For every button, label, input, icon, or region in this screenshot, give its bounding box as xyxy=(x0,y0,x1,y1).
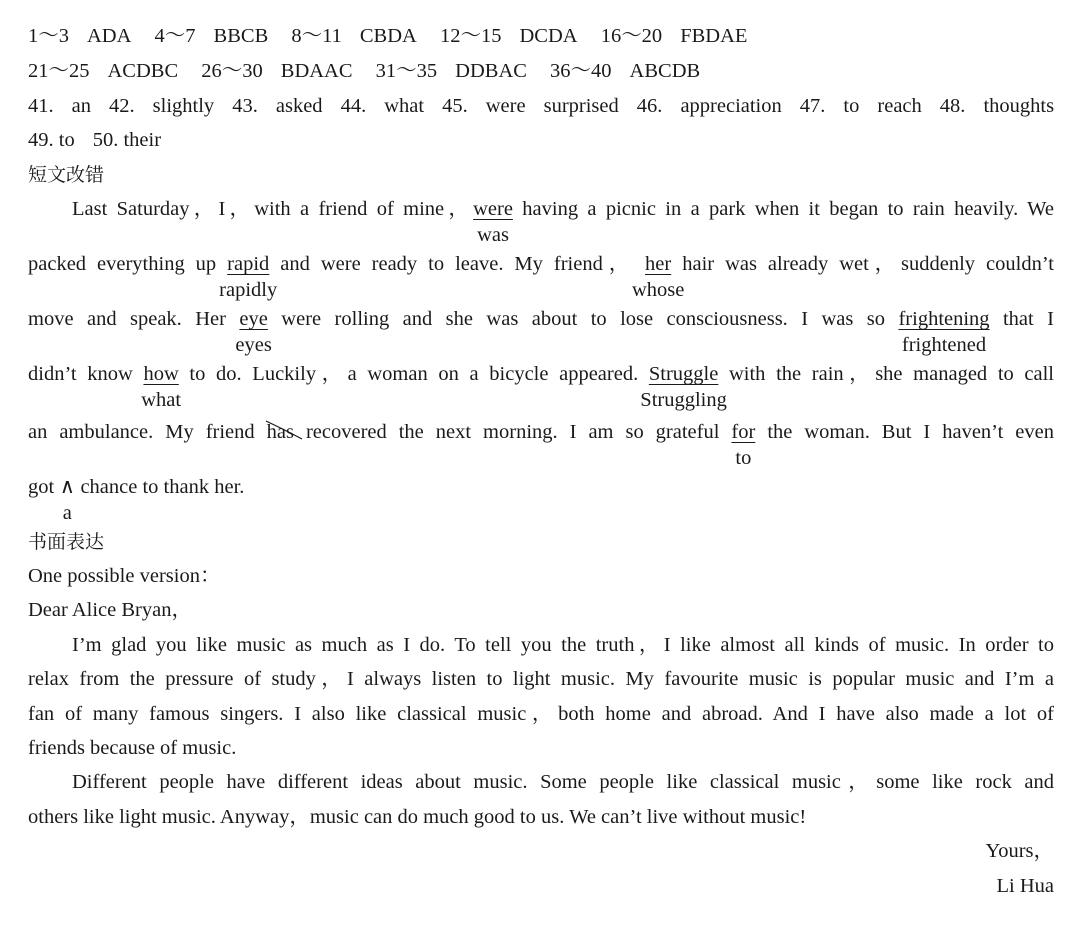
correction-line-5 xyxy=(28,420,1055,469)
answer-item: 41. an xyxy=(28,95,91,117)
answer-item: 44. what xyxy=(340,95,425,117)
answer-range: 4～7 xyxy=(154,25,196,47)
deleted-word xyxy=(267,420,294,444)
answer-key: ABCDB xyxy=(629,60,701,82)
text-segment: with the rain，she managed to call xyxy=(718,363,1055,385)
inserted-word: a xyxy=(62,502,72,524)
answer-item: 42. slightly xyxy=(109,95,215,117)
answer-range: 8～11 xyxy=(291,25,342,47)
text-segment: having a picnic in a park when it began to rain heavily. We xyxy=(512,198,1054,220)
answer-item: 46. appreciation xyxy=(636,95,782,117)
answer-item: 43. asked xyxy=(232,95,323,117)
correction-word: to xyxy=(735,447,752,469)
error-word xyxy=(141,362,182,411)
text-segment: to do. Luckily，a woman on a bicycle appeared. xyxy=(178,363,649,385)
answer-key: ADA xyxy=(87,25,132,47)
error-word xyxy=(219,252,278,301)
error-text: Struggle xyxy=(648,363,719,385)
correction-word: Struggling xyxy=(640,389,727,411)
correction-line-3 xyxy=(28,307,1054,356)
text-segment: an ambulance. My friend xyxy=(28,421,267,443)
answer-item: 45. were surprised xyxy=(442,95,619,117)
answer-range: 26～30 xyxy=(201,60,263,82)
correction-word: was xyxy=(477,224,509,246)
deleted-text: has xyxy=(266,421,294,443)
writing-intro: One possible version： xyxy=(28,565,221,587)
error-text: her xyxy=(645,253,672,275)
text-segment: were rolling and she was about to lose consciousness. I was so xyxy=(267,308,899,330)
answer-item: 49. to xyxy=(28,129,75,151)
error-word xyxy=(731,420,756,469)
text-segment: recovered the next morning. I am so grateful xyxy=(293,421,732,443)
text-segment: didn’t know xyxy=(28,363,144,385)
correction-word: frightened xyxy=(901,334,987,356)
error-text: rapid xyxy=(227,253,270,275)
answer-key: BDAAC xyxy=(280,60,353,82)
answer-key: BBCB xyxy=(213,25,269,47)
text-segment: got xyxy=(28,476,60,498)
text-segment: and were ready to leave. My friend， xyxy=(269,253,636,275)
error-text: were xyxy=(473,198,513,220)
paragraph-2-line: Different people have different ideas about music. Some people like classical music，some like rock and xyxy=(72,771,1054,793)
error-word xyxy=(631,252,685,301)
answer-item: 50. their xyxy=(92,129,162,151)
text-segment: the woman. But I haven’t even xyxy=(755,421,1055,443)
error-word xyxy=(640,362,727,411)
answer-key: DDBAC xyxy=(455,60,527,82)
correction-line-6 xyxy=(28,475,245,524)
answer-range: 21～25 xyxy=(28,60,90,82)
paragraph-1-line: relax from the pressure of study，I always listen to light music. My favourite music is popular music and I’m a xyxy=(28,668,1054,690)
answer-key: ACDBC xyxy=(107,60,179,82)
answer-key: CBDA xyxy=(359,25,417,47)
answer-range: 1～3 xyxy=(28,25,69,47)
letter-closing: Yours， xyxy=(985,840,1054,862)
text-segment: chance to thank her. xyxy=(75,476,245,498)
correction-word: rapidly xyxy=(219,279,278,301)
error-text: how xyxy=(143,363,179,385)
text-segment: hair was already wet，suddenly couldn’t xyxy=(671,253,1054,275)
answer-range: 16～20 xyxy=(600,25,663,47)
text-segment: packed everything up xyxy=(28,253,228,275)
answer-key: DCDA xyxy=(519,25,578,47)
text-segment: Last Saturday，I，with a friend of mine， xyxy=(72,198,474,220)
error-text: frightening xyxy=(898,308,990,330)
insertion-mark xyxy=(59,475,75,524)
correction-word: whose xyxy=(631,279,685,301)
correction-line-1 xyxy=(28,197,1054,246)
paragraph-1-line: friends because of music. xyxy=(28,737,237,759)
paragraph-2-line: others like light music. Anyway，music can do much good to us. We can’t live without music! xyxy=(28,806,807,828)
letter-signature: Li Hua xyxy=(996,875,1054,897)
paragraph-1-line: fan of many famous singers. I also like classical music，both home and abroad. And I have also made a lot of xyxy=(28,703,1054,725)
answer-range: 31～35 xyxy=(375,60,438,82)
answer-row-3 xyxy=(28,94,1054,118)
correction-line-2 xyxy=(28,252,1054,301)
answer-row-2 xyxy=(28,59,700,83)
error-word xyxy=(473,197,513,246)
text-segment: move and speak. Her xyxy=(28,308,240,330)
answer-item: 48. thoughts xyxy=(939,95,1055,117)
section-heading-correction: 短文改错 xyxy=(28,164,105,186)
paragraph-1-line: I’m glad you like music as much as I do. To tell you the truth，I like almost all kinds of music. In order to xyxy=(72,634,1054,656)
answer-range: 36～40 xyxy=(550,60,612,82)
answer-item: 47. to reach xyxy=(799,95,922,117)
letter-salutation: Dear Alice Bryan， xyxy=(28,599,192,621)
error-word xyxy=(235,307,272,356)
answer-row-4 xyxy=(28,128,161,152)
answer-row-1 xyxy=(28,24,747,48)
error-text: eye xyxy=(239,308,268,330)
answer-range: 12～15 xyxy=(439,25,502,47)
correction-word: eyes xyxy=(235,334,272,356)
correction-word: what xyxy=(141,389,182,411)
section-heading-writing: 书面表达 xyxy=(28,531,105,553)
error-text: for xyxy=(731,421,756,443)
correction-line-4 xyxy=(28,362,1055,411)
error-word xyxy=(898,307,990,356)
caret-icon: ∧ xyxy=(59,476,75,498)
answer-key: FBDAE xyxy=(680,25,748,47)
text-segment: that I xyxy=(989,308,1054,330)
